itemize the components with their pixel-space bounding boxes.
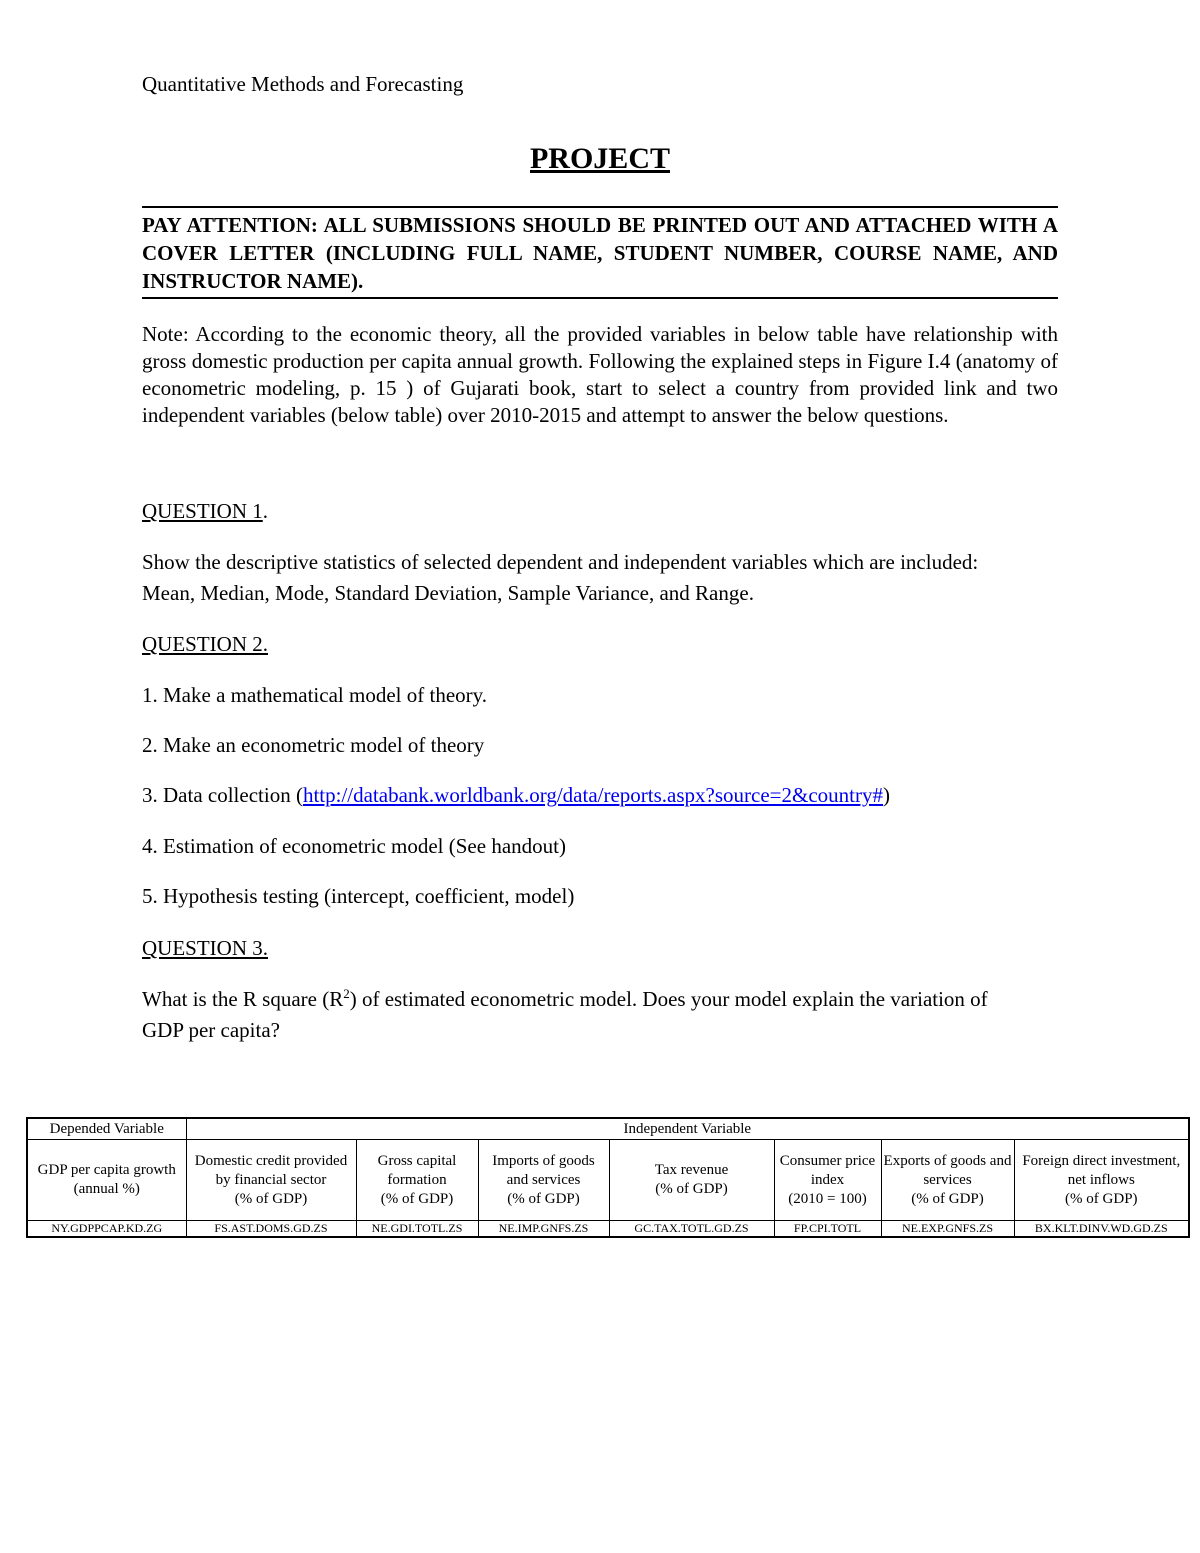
variable-name: Foreign direct investment, net inflows <box>1022 1152 1181 1188</box>
variable-name: GDP per capita growth <box>37 1162 176 1178</box>
question-1-text: Show the descriptive statistics of selected dependent and independent variables which are included: Mean, Median, Mode, Standard Deviation, Sample Variance, and Range. <box>142 550 979 605</box>
variable-code: FS.AST.DOMS.GD.ZS <box>186 1221 356 1238</box>
variable-code: NE.EXP.GNFS.ZS <box>881 1221 1014 1238</box>
table-names-row <box>27 1140 1189 1221</box>
variable-name: Consumer price index <box>779 1152 876 1188</box>
variable-unit: (annual %) <box>73 1181 140 1197</box>
question-1-heading-text: QUESTION 1 <box>142 499 263 523</box>
variable-unit: (% of GDP) <box>234 1190 308 1207</box>
question-3-text-before: What is the R square (R <box>142 987 344 1011</box>
question-2-heading: QUESTION 2. <box>142 632 268 656</box>
data-collection-label: 3. Data collection ( <box>142 783 303 807</box>
question-2-step-3 <box>142 783 890 808</box>
variable-unit: (% of GDP) <box>655 1181 728 1197</box>
variable-code: NY.GDPPCAP.KD.ZG <box>27 1221 186 1238</box>
variables-table <box>26 1117 1190 1238</box>
variable-code: BX.KLT.DINV.WD.GD.ZS <box>1014 1221 1189 1238</box>
question-3-text-after: ) of estimated econometric model. Does your model explain the variation of GDP per capita? <box>142 987 988 1042</box>
table-codes-row <box>27 1221 1189 1238</box>
variable-name: Tax revenue <box>654 1162 729 1178</box>
table-cell-name <box>478 1140 609 1221</box>
table-cell-name <box>186 1140 356 1221</box>
course-title: Quantitative Methods and Forecasting <box>142 72 464 96</box>
question-1-heading <box>142 499 268 524</box>
page-title: PROJECT <box>529 142 670 175</box>
intro-note: Note: According to the economic theory, all the provided variables in below table have relationship with gross domestic production per capita annual growth. Following the explained steps in Figure I.4 (anatomy of econometric modeling, p. 15 ) of Gujarati book, start to select a country from provided link and two independent variables (below table) over 2010-2015 and attempt to answer the below questions. <box>142 322 1058 427</box>
r-squared-superscript: 2 <box>343 986 350 1001</box>
data-collection-close: ) <box>883 783 890 807</box>
table-cell-name <box>881 1140 1014 1221</box>
variable-unit: (% of GDP) <box>507 1190 580 1207</box>
variable-code: NE.IMP.GNFS.ZS <box>478 1221 609 1238</box>
dependent-variable-header: Depended Variable <box>27 1118 186 1140</box>
variable-name: Gross capital formation <box>377 1152 457 1188</box>
worldbank-link[interactable]: http://databank.worldbank.org/data/reports.aspx?source=2&country# <box>302 783 883 807</box>
question-2-step-1: 1. Make a mathematical model of theory. <box>142 683 488 707</box>
question-2-step-2: 2. Make an econometric model of theory <box>142 733 485 757</box>
question-3-text <box>142 984 1002 1046</box>
independent-variable-header: Independent Variable <box>186 1118 1189 1140</box>
question-1-heading-suffix: . <box>262 499 268 523</box>
table-cell-name <box>774 1140 881 1221</box>
question-2-step-5: 5. Hypothesis testing (intercept, coefficient, model) <box>142 884 575 908</box>
variable-unit: (% of GDP) <box>380 1190 454 1207</box>
variable-unit: (% of GDP) <box>1065 1190 1138 1207</box>
variable-name: Imports of goods and services <box>492 1152 595 1188</box>
variable-code: GC.TAX.TOTL.GD.ZS <box>609 1221 774 1238</box>
attention-notice: PAY ATTENTION: ALL SUBMISSIONS SHOULD BE PRINTED OUT AND ATTACHED WITH A COVER LETTER (INCLUDING FULL NAME, STUDENT NUMBER, COURSE NAME, AND INSTRUCTOR NAME). <box>142 206 1058 299</box>
variable-name: Exports of goods and services <box>883 1152 1012 1188</box>
table-cell-name <box>356 1140 478 1221</box>
table-cell-name <box>1014 1140 1189 1221</box>
variable-unit: (% of GDP) <box>911 1190 984 1207</box>
table-group-header-row <box>27 1118 1189 1140</box>
variable-unit: (2010 = 100) <box>788 1190 867 1207</box>
question-3-heading: QUESTION 3. <box>142 936 268 960</box>
variable-code: NE.GDI.TOTL.ZS <box>356 1221 478 1238</box>
table-cell-name <box>27 1140 186 1221</box>
variable-code: FP.CPI.TOTL <box>774 1221 881 1238</box>
table-cell-name <box>609 1140 774 1221</box>
question-2-step-4: 4. Estimation of econometric model (See handout) <box>142 834 566 858</box>
variable-name: Domestic credit provided by financial sector <box>194 1152 348 1188</box>
